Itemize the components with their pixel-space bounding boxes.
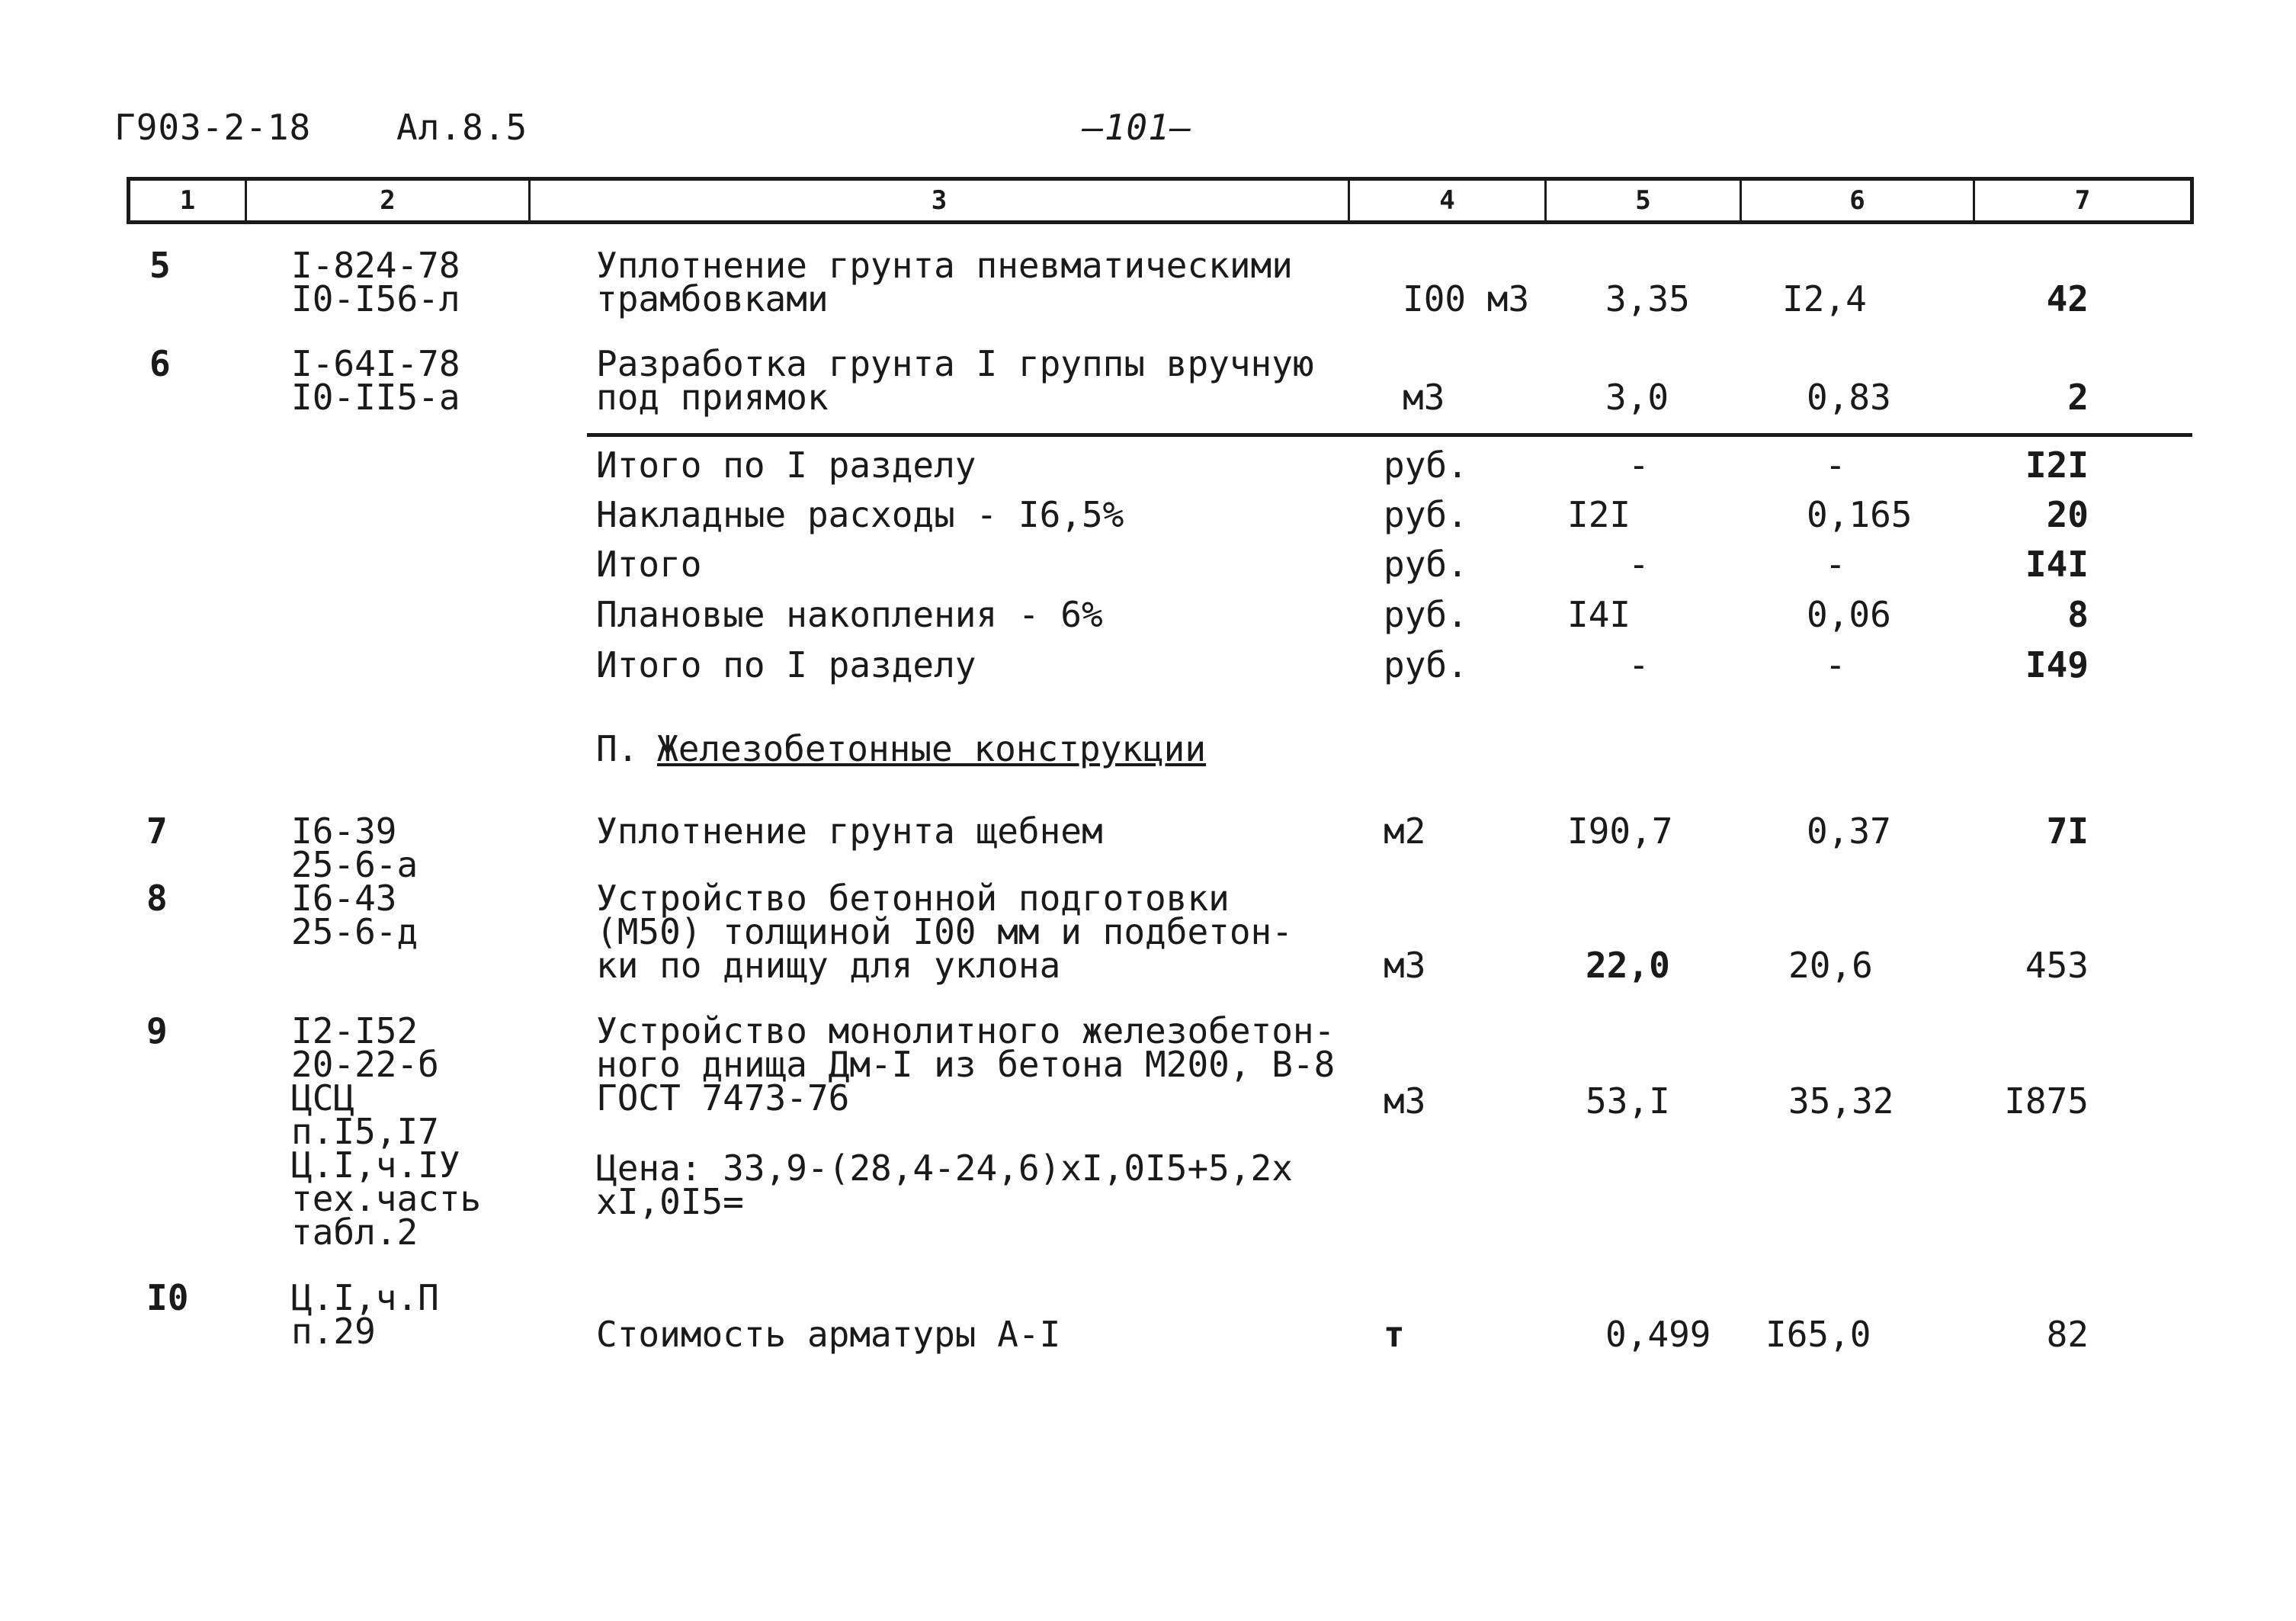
total-cost: 42 — [2046, 278, 2089, 319]
total-cost: 453 — [2025, 945, 2089, 986]
norm-code: табл.2 — [291, 1212, 418, 1253]
norm-code: I0-I56-л — [291, 278, 460, 319]
column-header-4: 4 — [1350, 181, 1547, 220]
unit-price: 35,32 — [1788, 1080, 1894, 1122]
norm-code: 20-22-б — [291, 1044, 439, 1085]
unit-price: - — [1825, 644, 1846, 685]
norm-code: тех.часть — [291, 1178, 482, 1219]
quantity: 22,0 — [1586, 945, 1670, 986]
column-header-7: 7 — [2074, 185, 2091, 216]
unit-price: 0,165 — [1807, 494, 1913, 535]
quantity: 3,35 — [1605, 278, 1690, 319]
work-description: Уплотнение грунта пневматическими — [596, 245, 1293, 286]
unit: I00 м3 — [1403, 278, 1530, 319]
row-number: 7 — [146, 810, 168, 852]
quantity: 3,0 — [1605, 377, 1669, 418]
unit: руб. — [1384, 644, 1468, 685]
summary-label: Итого — [596, 544, 702, 585]
total-cost: 2 — [2067, 377, 2089, 418]
unit-price: 0,06 — [1807, 594, 1891, 635]
unit: т — [1384, 1314, 1405, 1355]
work-description: трамбовками — [596, 278, 829, 319]
quantity: 53,I — [1586, 1080, 1670, 1122]
norm-code: Ц.I,ч.IУ — [291, 1144, 460, 1186]
work-description: ки по днищу для уклона — [596, 945, 1061, 986]
norm-code: Ц.I,ч.П — [291, 1277, 439, 1318]
norm-code: I0-II5-а — [291, 377, 460, 418]
total-cost: I875 — [2004, 1080, 2089, 1122]
row-number: 6 — [149, 343, 171, 384]
summary-label: Итого по I разделу — [596, 644, 976, 685]
norm-code: I-824-78 — [291, 245, 460, 286]
norm-code: I-64I-78 — [291, 343, 460, 384]
section-number: П. — [596, 728, 639, 769]
work-description: Устройство бетонной подготовки — [596, 878, 1230, 919]
column-header-row — [127, 177, 2194, 224]
norm-code: I6-43 — [291, 878, 397, 919]
norm-code: I2-I52 — [291, 1010, 418, 1051]
summary-label: Накладные расходы - I6,5% — [596, 494, 1124, 535]
unit-price: - — [1825, 445, 1846, 486]
norm-code: ЦСЦ — [291, 1077, 355, 1119]
quantity: 0,499 — [1605, 1314, 1711, 1355]
unit-price: 20,6 — [1788, 945, 1873, 986]
total-cost: 7I — [2046, 810, 2089, 852]
unit: руб. — [1384, 445, 1468, 486]
row-number: 8 — [146, 878, 168, 919]
unit-price: 0,37 — [1807, 810, 1891, 852]
unit: руб. — [1384, 494, 1468, 535]
work-description: (М50) толщиной I00 мм и подбетон- — [596, 911, 1293, 952]
total-cost: 8 — [2067, 594, 2089, 635]
unit: м3 — [1384, 1080, 1426, 1122]
work-description: ГОСТ 7473-76 — [596, 1077, 850, 1119]
row-number: 5 — [149, 245, 171, 286]
quantity: I4I — [1567, 594, 1631, 635]
quantity: - — [1628, 544, 1650, 585]
quantity: - — [1628, 644, 1650, 685]
quantity: I2I — [1567, 494, 1631, 535]
total-cost: 82 — [2046, 1314, 2089, 1355]
work-description: под приямок — [596, 377, 829, 418]
unit: м2 — [1384, 810, 1426, 852]
sheet-label: Ал.8.5 — [396, 107, 528, 148]
unit-price: I65,0 — [1765, 1314, 1871, 1355]
unit: руб. — [1384, 594, 1468, 635]
column-header-2: 2 — [247, 181, 531, 220]
unit-price: I2,4 — [1782, 278, 1867, 319]
unit-price: 0,83 — [1807, 377, 1891, 418]
summary-label: Итого по I разделу — [596, 445, 976, 486]
norm-code: I6-39 — [291, 810, 397, 852]
norm-code: п.29 — [291, 1311, 376, 1352]
column-header-1: 1 — [130, 181, 247, 220]
norm-code: 25-6-а — [291, 844, 418, 885]
total-cost: I49 — [2025, 644, 2089, 685]
row-number: I0 — [146, 1277, 189, 1318]
summary-divider-line — [587, 433, 2192, 437]
document-code: Г903-2-18 — [114, 107, 312, 148]
unit: м3 — [1384, 945, 1426, 986]
unit-price: - — [1825, 544, 1846, 585]
unit: м3 — [1403, 377, 1445, 418]
work-description: Разработка грунта I группы вручную — [596, 343, 1314, 384]
price-calculation-note: Цена: 33,9-(28,4-24,6)хI,0I5+5,2х — [596, 1148, 1293, 1189]
work-description: Устройство монолитного железобетон- — [596, 1010, 1336, 1051]
work-description: ного днища Дм-I из бетона М200, В-8 — [596, 1044, 1336, 1085]
total-cost: I4I — [2025, 544, 2089, 585]
norm-code: 25-6-д — [291, 911, 418, 952]
price-calculation-note: хI,0I5= — [596, 1181, 744, 1222]
unit: руб. — [1384, 544, 1468, 585]
total-cost: 20 — [2046, 494, 2089, 535]
row-number: 9 — [146, 1010, 168, 1051]
work-description: Уплотнение грунта щебнем — [596, 810, 1103, 852]
section-title: Железобетонные конструкции — [657, 728, 1207, 769]
quantity: - — [1628, 445, 1650, 486]
work-description: Стоимость арматуры А-I — [596, 1314, 1061, 1355]
page-number: —101— — [1082, 107, 1192, 148]
quantity: I90,7 — [1567, 810, 1673, 852]
column-header-5: 5 — [1547, 181, 1742, 220]
column-header-6: 6 — [1742, 181, 1975, 220]
summary-label: Плановые накопления - 6% — [596, 594, 1103, 635]
column-header-3: 3 — [531, 181, 1350, 220]
total-cost: I2I — [2025, 445, 2089, 486]
norm-code: п.I5,I7 — [291, 1111, 439, 1152]
